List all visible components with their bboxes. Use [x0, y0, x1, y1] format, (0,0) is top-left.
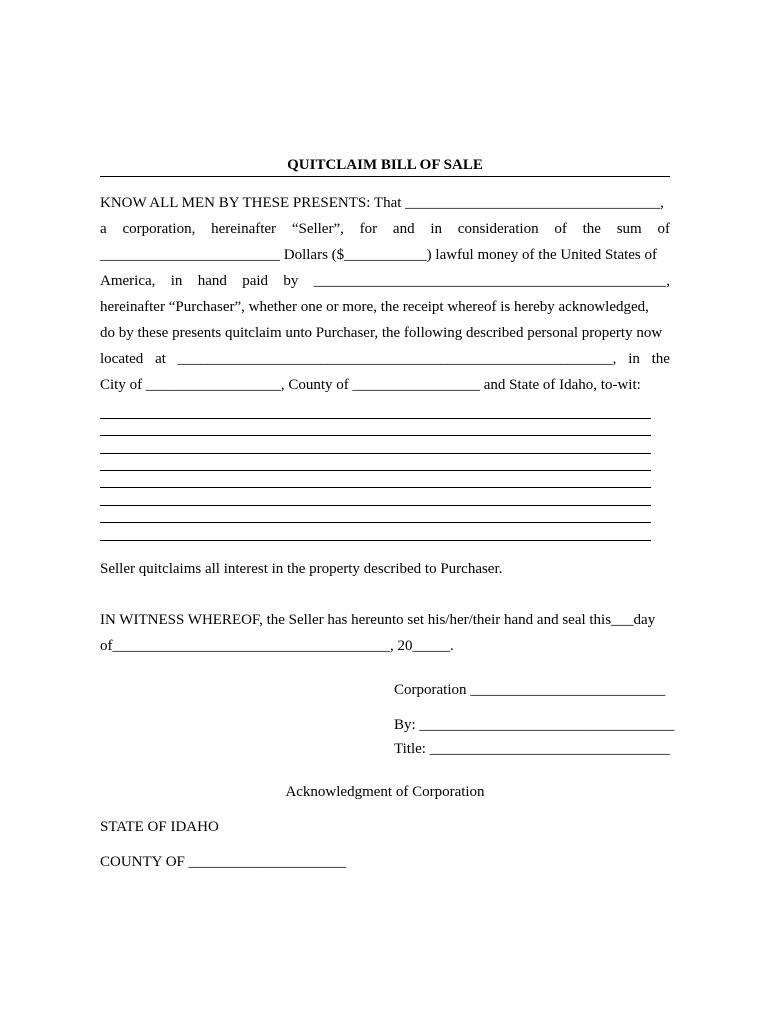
description-line[interactable] — [100, 418, 651, 419]
word: America, — [100, 273, 156, 289]
body-line-1: KNOW ALL MEN BY THESE PRESENTS: That __________________________________, — [100, 195, 664, 211]
word: paid — [242, 273, 269, 289]
word: a — [100, 221, 107, 237]
body-line-8: City of __________________, County of _________________ and State of Idaho, to-wit: — [100, 377, 641, 393]
description-line[interactable] — [100, 522, 651, 523]
word: corporation, — [122, 221, 196, 237]
description-line[interactable] — [100, 505, 651, 506]
acknowledgment-heading: Acknowledgment of Corporation — [285, 784, 485, 800]
word: __________________________________________________________, — [177, 351, 617, 367]
body-line-6: do by these presents quitclaim unto Purchaser, the following described personal property now — [100, 325, 663, 341]
word: at — [155, 351, 166, 367]
word: the — [651, 351, 670, 367]
description-line[interactable] — [100, 487, 651, 488]
body-line-2 — [100, 220, 670, 238]
word: consideration — [457, 221, 539, 237]
word: for — [359, 221, 378, 237]
description-line[interactable] — [100, 435, 651, 436]
word: the — [582, 221, 601, 237]
description-line[interactable] — [100, 540, 651, 541]
witness-line-2: of_____________________________________, 20_____. — [100, 638, 454, 654]
body-line-4 — [100, 272, 670, 290]
document-title: QUITCLAIM BILL OF SALE — [100, 157, 670, 177]
state-label: STATE OF IDAHO — [100, 819, 219, 835]
description-line[interactable] — [100, 453, 651, 454]
title-signature-line: Title: ________________________________ — [394, 741, 670, 757]
corporation-signature-line: Corporation __________________________ — [394, 682, 666, 698]
word: and — [392, 221, 415, 237]
by-signature-line: By: __________________________________ — [394, 717, 675, 733]
word: in — [170, 273, 183, 289]
word: of — [554, 221, 567, 237]
word: located — [100, 351, 144, 367]
word: of — [657, 221, 670, 237]
body-line-7 — [100, 350, 670, 368]
word: by — [283, 273, 299, 289]
word: in — [628, 351, 640, 367]
county-label: COUNTY OF _____________________ — [100, 854, 347, 870]
word: hereinafter — [211, 221, 277, 237]
word: in — [430, 221, 443, 237]
word: “Seller”, — [291, 221, 344, 237]
word: hand — [197, 273, 227, 289]
body-line-3: ________________________ Dollars ($___________) lawful money of the United States of — [100, 247, 658, 263]
word: sum — [616, 221, 642, 237]
word: _______________________________________________, — [313, 273, 670, 289]
quitclaim-statement: Seller quitclaims all interest in the property described to Purchaser. — [100, 561, 503, 577]
witness-line-1: IN WITNESS WHEREOF, the Seller has hereunto set his/her/their hand and seal this___day — [100, 612, 656, 628]
description-line[interactable] — [100, 470, 651, 471]
body-line-5: hereinafter “Purchaser”, whether one or more, the receipt whereof is hereby acknowledged, — [100, 299, 649, 315]
